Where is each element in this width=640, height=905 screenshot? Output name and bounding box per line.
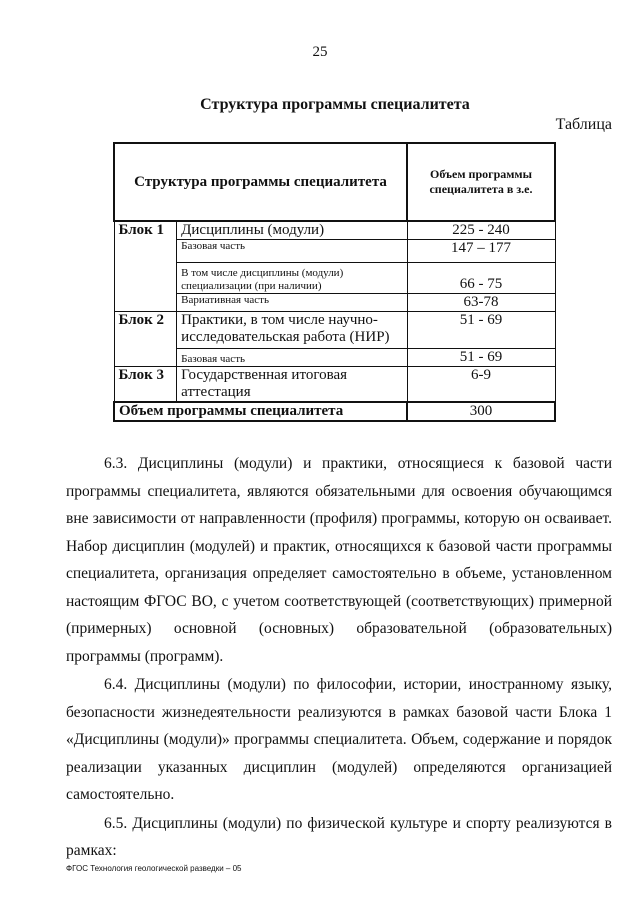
block1-variative-value: 63-78 (407, 294, 555, 312)
page-footer: ФГОС Технология геологической разведки – 05 (66, 864, 242, 873)
table-title: Структура программы специалитета (200, 96, 470, 113)
block3-title: Государственная итоговая аттестация (177, 367, 407, 403)
block2-label: Блок 2 (114, 312, 177, 367)
block1-base: Базовая часть (177, 240, 407, 263)
table-row (114, 221, 555, 240)
block2-title: Практики, в том числе научно-исследовательская работа (НИР) (177, 312, 407, 349)
block3-title-value: 6-9 (407, 367, 555, 403)
table-row (114, 240, 555, 263)
block1-title-value: 225 - 240 (407, 221, 555, 240)
paragraph-6-5: 6.5. Дисциплины (модули) по физической культуре и спорту реализуются в рамках: (66, 814, 612, 859)
table-row (114, 349, 555, 367)
table-total-row (114, 402, 555, 421)
table-header-row (114, 143, 555, 221)
table-row (114, 263, 555, 294)
total-label: Объем программы специалитета (114, 402, 407, 421)
paragraph-6-4: 6.4. Дисциплины (модули) по философии, истории, иностранному языку, безопасности жизнедеятельности реализуются в рамках базовой части Блока 1 «Дисциплины (модули)» программы специалитета. Объем, содержание и порядок реализации указанных дисциплин (модулей) определяются организацией самостоятельно. (66, 676, 612, 803)
table-row (114, 367, 555, 403)
block1-title: Дисциплины (модули) (177, 221, 407, 240)
paragraph-6-3: 6.3. Дисциплины (модули) и практики, относящиеся к базовой части программы специалитета, являются обязательными для освоения обучающимся вне зависимости от направленности (профиля) программы, которую он осваивает. Набор дисциплин (модулей) и практик, относящихся к базовой части программы специалитета, организация определяет самостоятельно в объеме, установленном настоящим ФГОС ВО, с учетом соответствующей (соответствующих) примерной (примерных) основной (основных) образовательной (образовательных) программы (программ). (66, 455, 612, 665)
body-text (66, 450, 612, 865)
block1-variative: Вариативная часть (177, 294, 407, 312)
program-structure-table (113, 142, 556, 422)
block1-incl-value: 66 - 75 (407, 263, 555, 294)
block1-label: Блок 1 (114, 221, 177, 312)
table-row (114, 312, 555, 349)
block2-base: Базовая часть (177, 349, 407, 367)
block1-base-value: 147 – 177 (407, 240, 555, 263)
page-number: 25 (312, 44, 328, 60)
table-row (114, 294, 555, 312)
block2-title-value: 51 - 69 (407, 312, 555, 349)
total-value: 300 (407, 402, 555, 421)
block1-incl: В том числе дисциплины (модули) специализации (при наличии) (177, 263, 407, 294)
header-volume: Объем программы специалитета в з.е. (407, 143, 555, 221)
block2-base-value: 51 - 69 (407, 349, 555, 367)
header-structure: Структура программы специалитета (114, 143, 407, 221)
table-label: Таблица (555, 116, 612, 133)
block3-label: Блок 3 (114, 367, 177, 403)
